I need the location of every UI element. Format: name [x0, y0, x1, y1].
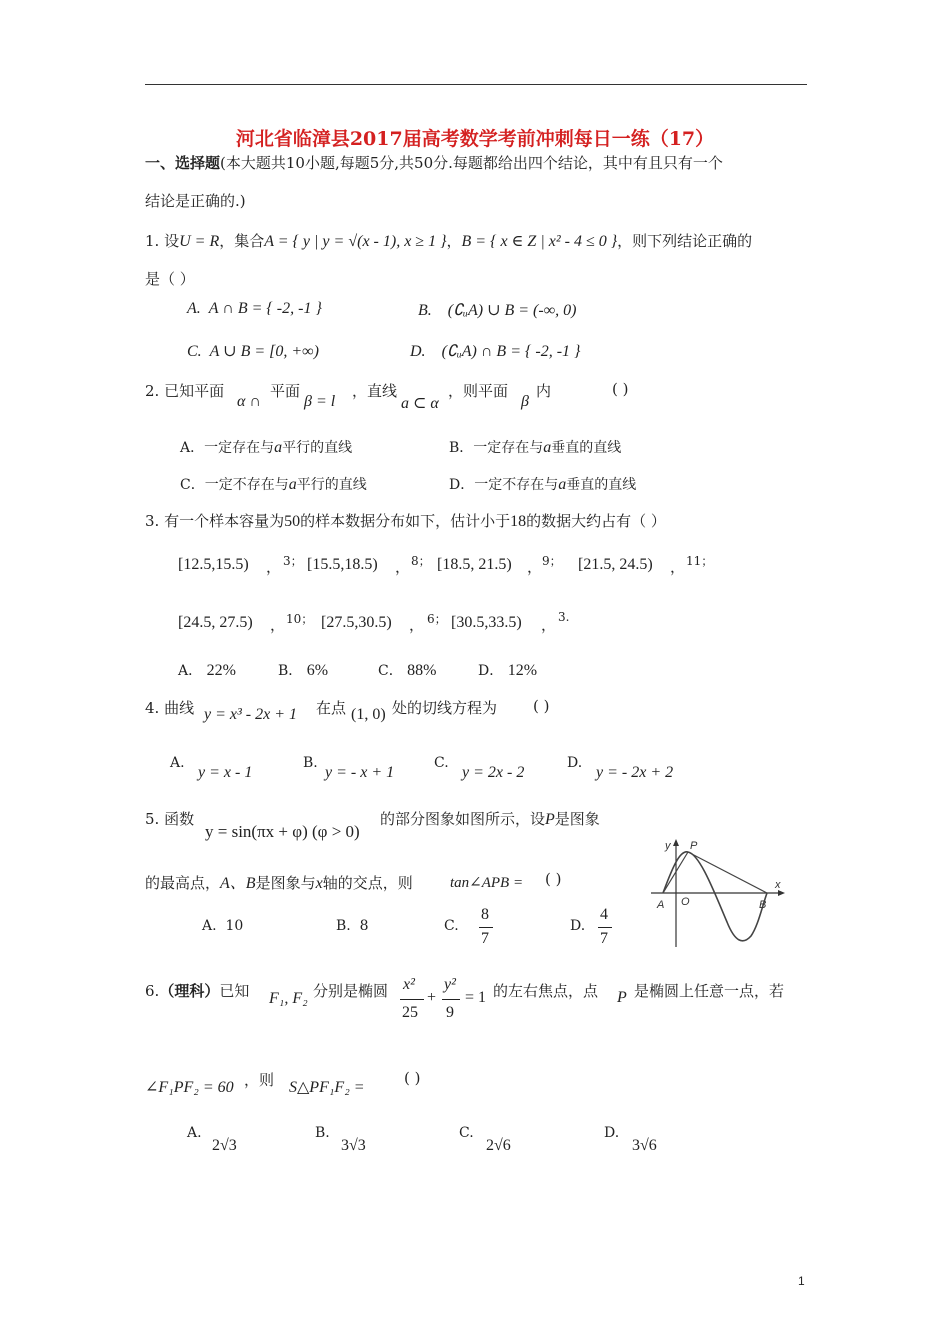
q6-text-3: 的左右焦点，点	[493, 982, 599, 1000]
q4-option-c: y = 2x - 2	[462, 764, 525, 781]
q3-threshold: 18	[510, 513, 527, 530]
option-label: C.	[187, 343, 202, 360]
option-text: A ∩ B = { -2, -1 }	[208, 300, 322, 317]
q3-sep: ，	[266, 558, 282, 576]
option-text: 12%	[507, 662, 538, 679]
q6-option-b: 3√3	[341, 1137, 366, 1154]
q6-option-d: 3√6	[632, 1137, 657, 1154]
q5-stem	[145, 808, 194, 829]
fraction-bar	[479, 927, 493, 928]
q6-option-a-label: A.	[187, 1125, 202, 1141]
q5-number: 5.	[145, 810, 160, 828]
q6-eq1: = 1	[465, 989, 487, 1006]
q3-sep: ，	[541, 616, 557, 634]
q6-option-a: 2√3	[212, 1137, 237, 1154]
q3-number: 3.	[145, 512, 160, 530]
q1-option-a	[187, 300, 322, 318]
q3-text: 有一个样本容量为	[164, 512, 285, 530]
option-label: B．	[278, 663, 303, 679]
fraction-bar	[400, 999, 424, 1000]
option-text: C．一定不存在与	[180, 477, 289, 493]
q1-stem	[145, 230, 752, 251]
q6-option-c-label: C.	[459, 1125, 474, 1141]
q6-number: 6.	[145, 982, 160, 1000]
q5-answer-paren: ( )	[545, 870, 562, 888]
q6-text: 已知	[219, 982, 250, 1000]
q5-option-d-num: 4	[600, 906, 608, 923]
q4-option-d: y = - 2x + 2	[596, 764, 674, 781]
q2-option-c	[180, 474, 367, 494]
label-x: x	[775, 879, 781, 891]
segment-pb	[688, 852, 767, 893]
option-text: (∁ᵤA) ∪ B = (-∞, 0)	[447, 302, 577, 319]
q6-text-2: 分别是椭圆	[313, 982, 389, 1000]
label-b: B	[759, 899, 767, 911]
label-o: O	[681, 896, 690, 908]
q4-text-3: 处的切线方程为	[392, 699, 498, 717]
q5-option-d-label: D.	[570, 918, 586, 934]
q2-option-b	[449, 437, 621, 457]
option-text: A．一定存在与	[180, 440, 275, 456]
section-desc-2: 结论是正确的.)	[145, 192, 246, 210]
q2-text: 已知平面	[164, 382, 225, 400]
q2-text-3: ，直线	[352, 382, 398, 400]
q3-sample-size: 50	[284, 513, 301, 530]
q3-count-3: 9；	[542, 554, 562, 568]
q2-answer-paren: ( )	[612, 380, 629, 398]
option-text: 88%	[407, 662, 437, 679]
q3-option-d	[478, 660, 537, 680]
option-text: D．一定不存在与	[449, 477, 559, 493]
q1-option-d	[410, 341, 580, 361]
q5-text-2	[380, 808, 600, 829]
y-axis-arrow	[673, 839, 679, 846]
q6-answer-paren: ( )	[404, 1069, 421, 1087]
option-text: A ∪ B = [0, +∞)	[209, 343, 319, 360]
q2-math-4: β	[521, 393, 529, 410]
q6-stem	[145, 980, 249, 1001]
q6-foci: F₁, F₂	[269, 990, 308, 1007]
option-var: a	[288, 476, 297, 493]
q4-text-2: 在点	[316, 699, 347, 717]
q6-tag: （理科）	[159, 982, 220, 1000]
q4-option-a: y = x - 1	[198, 764, 253, 781]
q3-count-4: 11；	[686, 554, 714, 568]
q3-text: 的数据大约占有（ ）	[526, 512, 666, 530]
option-text: 垂直的直线	[566, 477, 637, 493]
q3-count-7: 3.	[558, 610, 570, 624]
q3-sep: ，	[409, 616, 425, 634]
q5-var-x: x	[315, 875, 323, 892]
q3-option-a	[178, 660, 236, 680]
option-var: a	[558, 476, 567, 493]
q5-option-c-den: 7	[481, 930, 489, 947]
q4-option-d-label: D.	[567, 755, 583, 771]
fraction-bar	[442, 999, 460, 1000]
option-label: B.	[418, 302, 432, 319]
q3-interval-2: [15.5,18.5)	[307, 556, 378, 573]
q5-option-a	[202, 918, 243, 934]
q1-option-b	[418, 300, 576, 320]
q3-interval-7: [30.5,33.5)	[451, 614, 522, 631]
q2-text-2: 平面	[270, 382, 301, 400]
q1-text: ，集合	[219, 232, 265, 250]
q5-option-b	[336, 918, 369, 934]
page-number: 1	[798, 1274, 805, 1288]
q6-d9: 9	[446, 1004, 454, 1021]
q1-text: ，	[446, 232, 462, 250]
q5-var-p: P	[545, 811, 555, 828]
label-y: y	[665, 840, 671, 852]
option-text: 垂直的直线	[551, 440, 622, 456]
q5-var-ab: A、B	[220, 875, 256, 892]
option-var: a	[543, 439, 552, 456]
q4-point: (1, 0)	[351, 706, 386, 723]
option-label: D.	[410, 343, 426, 360]
q5-text: 函数	[164, 810, 195, 828]
header-rule	[145, 84, 807, 85]
q5-sine-graph	[645, 832, 795, 950]
q4-text: 曲线	[164, 699, 195, 717]
q1-set-b: B = { x ∈ Z | x² - 4 ≤ 0 }	[461, 233, 618, 250]
q3-count-2: 8；	[411, 554, 431, 568]
option-label: B.	[336, 918, 351, 934]
q2-math-1: α ∩	[237, 393, 261, 410]
q3-sep: ，	[270, 616, 286, 634]
q2-text-5: 内	[536, 382, 552, 400]
q6-y2: y²	[444, 976, 456, 993]
q5-text: 的部分图象如图所示，设	[380, 810, 546, 828]
q4-option-b-label: B.	[303, 755, 318, 771]
q1-universal-set: U = R	[179, 233, 220, 250]
label-p: P	[690, 840, 698, 852]
option-text: B．一定存在与	[449, 440, 544, 456]
q1-text: ，则下列结论正确的	[617, 232, 753, 250]
q4-curve: y = x³ - 2x + 1	[204, 706, 298, 723]
option-label: A．	[178, 663, 203, 679]
q3-interval-5: [24.5, 27.5)	[178, 614, 253, 631]
q6-option-d-label: D.	[604, 1125, 620, 1141]
q1-set-a: A = { y | y = √(x - 1), x ≥ 1 }	[264, 233, 447, 250]
q4-option-a-label: A.	[170, 755, 185, 771]
q3-sep: ，	[395, 558, 411, 576]
q1-number: 1.	[145, 232, 160, 250]
option-var: a	[274, 439, 283, 456]
q5-stem-2	[145, 870, 413, 893]
q3-count-6: 6；	[427, 612, 447, 626]
q3-option-c	[378, 660, 437, 680]
q6-x2: x²	[403, 976, 415, 993]
q2-option-a	[180, 437, 352, 457]
q2-math-2: β = l	[304, 393, 336, 410]
option-text: 8	[359, 918, 369, 934]
q1-option-c	[187, 341, 319, 361]
q5-option-c-label: C.	[444, 918, 459, 934]
option-text: (∁ᵤA) ∩ B = { -2, -1 }	[441, 343, 581, 360]
section-heading-line	[145, 152, 723, 173]
q6-plus: +	[427, 989, 437, 1006]
option-label: A.	[187, 300, 201, 317]
q2-text-4: ，则平面	[448, 382, 509, 400]
option-label: A.	[202, 918, 217, 934]
page-title: 河北省临漳县2017届高考数学考前冲刺每日一练（17）	[235, 128, 715, 150]
q2-math-3: a ⊂ α	[401, 395, 439, 412]
option-text: 平行的直线	[296, 477, 367, 493]
q3-count-1: 3；	[283, 554, 303, 568]
q4-option-c-label: C.	[434, 755, 449, 771]
q5-text: 轴的交点，则	[322, 874, 413, 892]
q5-text: 是图象与	[255, 874, 316, 892]
q1-stem-2: 是（ ）	[145, 270, 195, 288]
q3-count-5: 10；	[286, 612, 314, 626]
q6-option-b-label: B.	[315, 1125, 330, 1141]
q4-option-b: y = - x + 1	[325, 764, 395, 781]
q6-option-c: 2√6	[486, 1137, 511, 1154]
q5-option-c-num: 8	[481, 906, 489, 923]
q4-number: 4.	[145, 699, 160, 717]
q3-interval-6: [27.5,30.5)	[321, 614, 392, 631]
q6-d25: 25	[402, 1004, 418, 1021]
label-a: A	[657, 899, 665, 911]
q3-option-b	[278, 660, 328, 680]
q1-text: 设	[164, 232, 180, 250]
q5-text: 的最高点，	[145, 874, 221, 892]
q3-sep: ，	[527, 558, 543, 576]
fraction-bar	[598, 927, 612, 928]
option-label: C．	[378, 663, 403, 679]
q3-interval-1: [12.5,15.5)	[178, 556, 249, 573]
q3-interval-4: [21.5, 24.5)	[578, 556, 653, 573]
q3-text: 的样本数据分布如下，估计小于	[300, 512, 511, 530]
q4-answer-paren: ( )	[533, 697, 550, 715]
option-text: 平行的直线	[282, 440, 353, 456]
q5-tan-expr: tan∠APB =	[450, 875, 524, 891]
q3-stem	[145, 510, 666, 531]
q6-var-p: P	[617, 989, 627, 1006]
q6-text-4: 是椭圆上任意一点，若	[634, 982, 785, 1000]
sine-curve	[663, 852, 767, 941]
q5-text: 是图象	[554, 810, 600, 828]
section-desc-1: (本大题共10小题,每题5分,共50分.每题都给出四个结论，其中有且只有一个	[220, 154, 723, 172]
q6-text-5: ，则	[244, 1071, 275, 1089]
q5-function: y = sin(πx + φ) (φ > 0)	[205, 822, 360, 841]
q4-stem	[145, 697, 194, 718]
q2-number: 2.	[145, 382, 160, 400]
q6-angle: ∠F₁PF₂ = 60	[145, 1079, 234, 1096]
option-text: 22%	[206, 662, 236, 679]
q3-sep: ，	[670, 558, 686, 576]
q2-stem	[145, 380, 224, 401]
q2-option-d	[449, 474, 636, 494]
q3-interval-3: [18.5, 21.5)	[437, 556, 512, 573]
option-label: D．	[478, 663, 504, 679]
q6-area: S△PF₁F₂ =	[289, 1079, 365, 1096]
option-text: 6%	[306, 662, 329, 679]
section-heading: 一、选择题	[145, 154, 221, 172]
q5-option-d-den: 7	[600, 930, 608, 947]
option-text: 10	[225, 918, 244, 934]
